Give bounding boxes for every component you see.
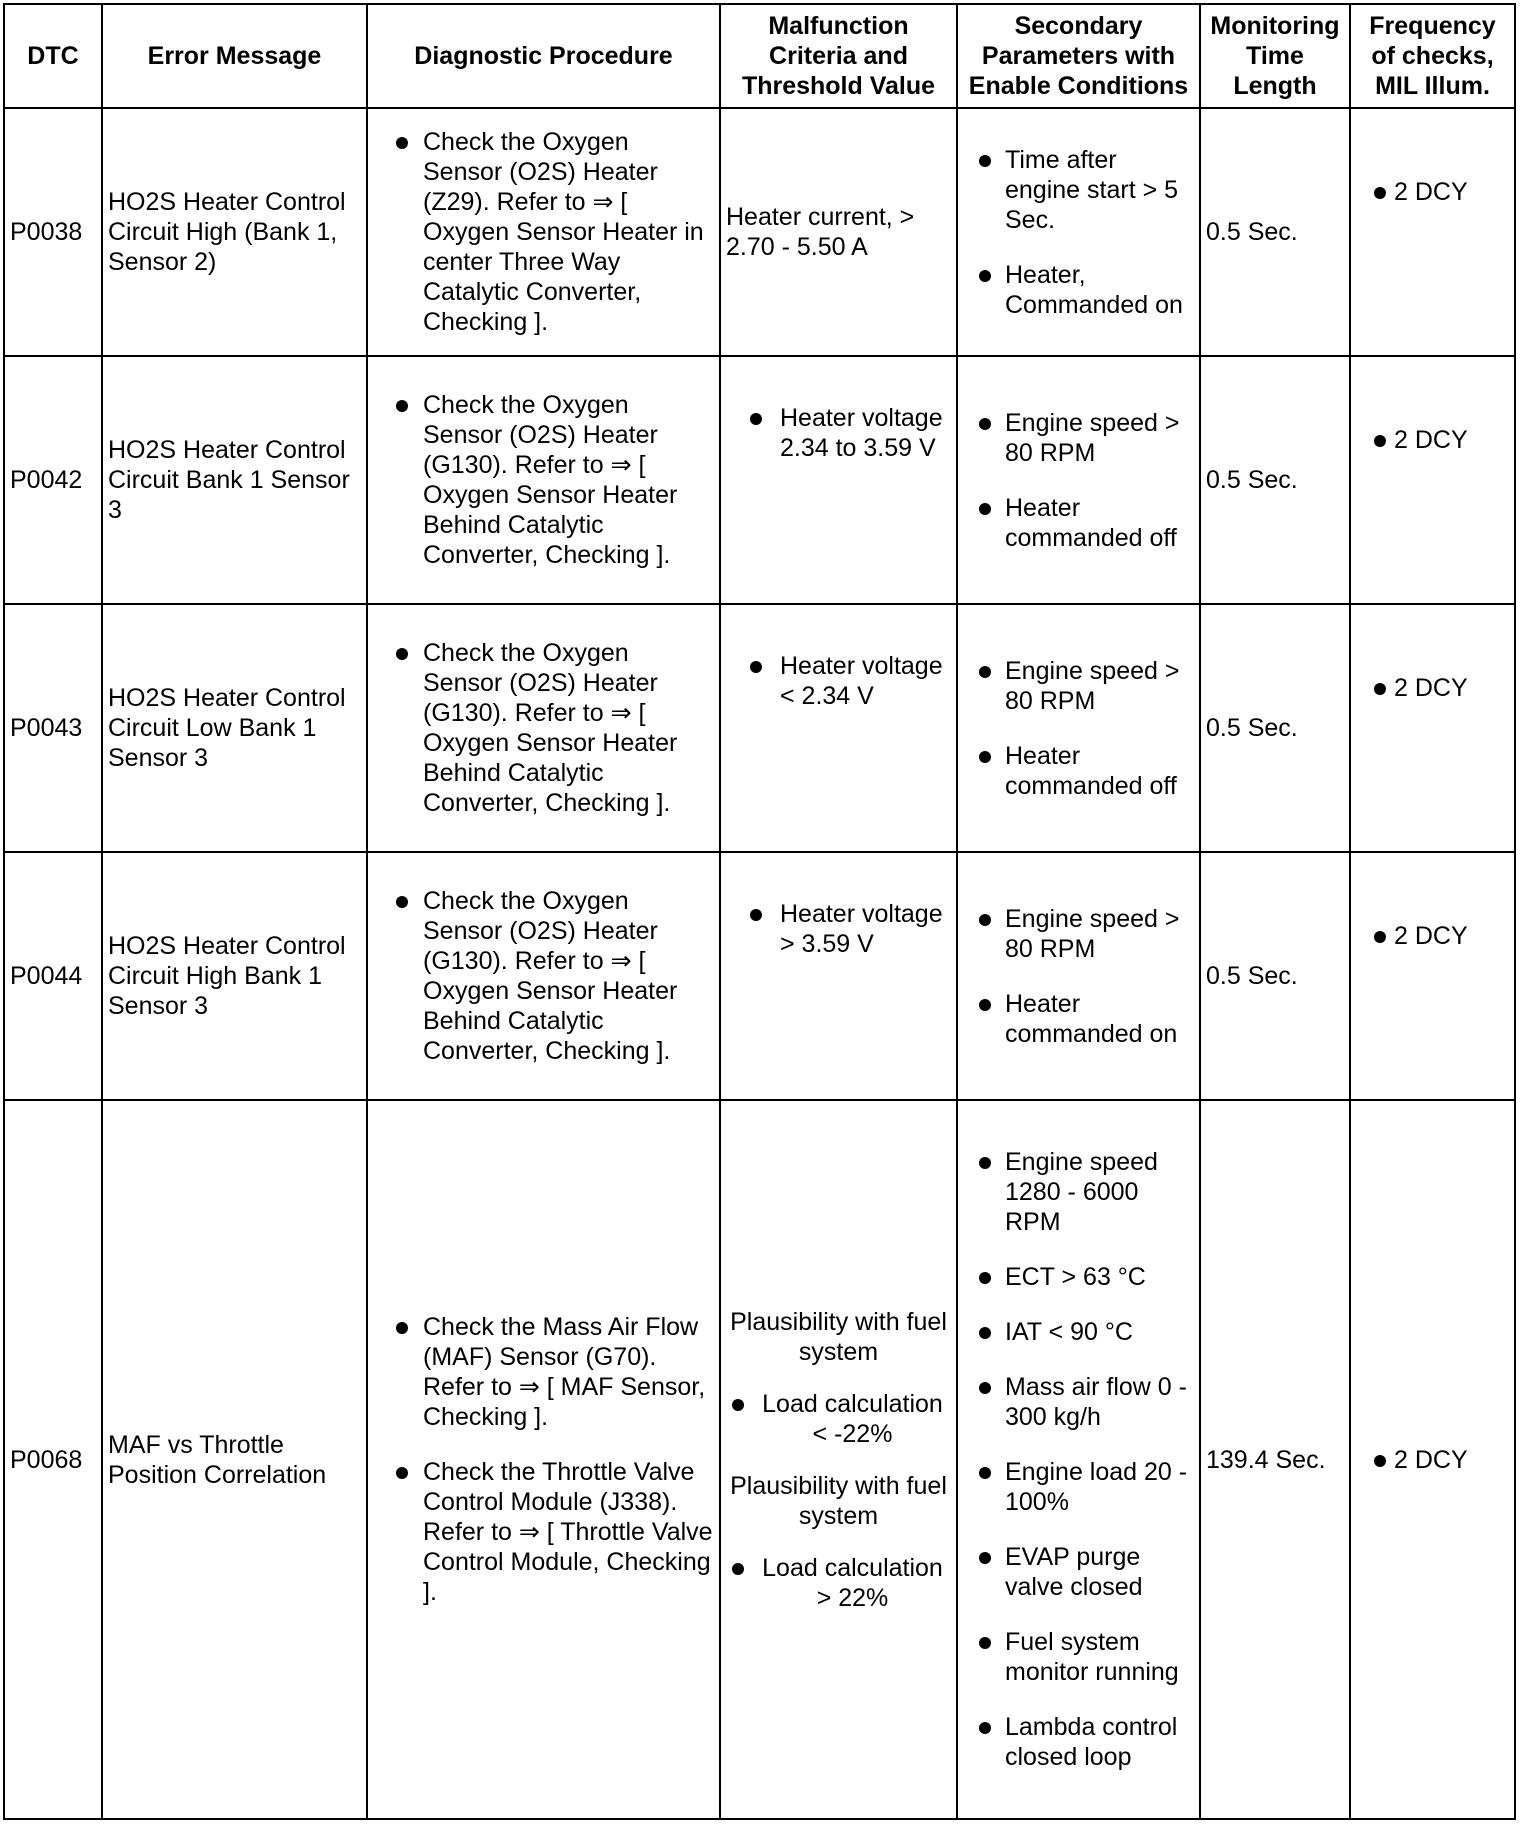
- monitoring-time: 0.5 Sec.: [1200, 356, 1350, 604]
- monitoring-time: 0.5 Sec.: [1200, 852, 1350, 1100]
- frequency-value: 2 DCY: [1356, 673, 1509, 703]
- dtc-code: P0043: [4, 604, 102, 852]
- frequency: [1350, 604, 1515, 852]
- table-row: [4, 108, 1515, 356]
- criteria-item: Heater voltage 2.34 to 3.59 V: [726, 403, 951, 463]
- dtc-code: P0044: [4, 852, 102, 1100]
- malfunction-criteria: [720, 1100, 957, 1819]
- procedure-step: Check the Throttle Valve Control Module (J338). Refer to ⇒ [ Throttle Valve Control Module, Checking ].: [373, 1457, 714, 1607]
- secondary-condition: IAT < 90 °C: [963, 1317, 1194, 1347]
- frequency: [1350, 108, 1515, 356]
- secondary-condition: Lambda control closed loop: [963, 1712, 1194, 1772]
- criteria-item: Heater voltage < 2.34 V: [726, 651, 951, 711]
- secondary-condition: Engine speed > 80 RPM: [963, 408, 1194, 468]
- procedure-step: Check the Oxygen Sensor (O2S) Heater (G130). Refer to ⇒ [ Oxygen Sensor Heater Behind Catalytic Converter, Checking ].: [373, 886, 714, 1066]
- malfunction-criteria: [720, 356, 957, 604]
- secondary-condition: Engine speed > 80 RPM: [963, 904, 1194, 964]
- error-message: HO2S Heater Control Circuit Low Bank 1 Sensor 3: [102, 604, 367, 852]
- secondary-parameters: [957, 1100, 1200, 1819]
- secondary-condition: Time after engine start > 5 Sec.: [963, 145, 1194, 235]
- diagnostic-procedure: [367, 852, 720, 1100]
- frequency-value: 2 DCY: [1356, 1445, 1509, 1475]
- secondary-condition: ECT > 63 °C: [963, 1262, 1194, 1292]
- dtc-code: P0038: [4, 108, 102, 356]
- diagnostic-procedure: [367, 1100, 720, 1819]
- criteria-heading: Plausibility with fuel system: [730, 1471, 947, 1530]
- header-monitoring-time: Monitoring Time Length: [1200, 4, 1350, 108]
- header-dtc: DTC: [4, 4, 102, 108]
- dtc-code: P0068: [4, 1100, 102, 1819]
- procedure-step: Check the Oxygen Sensor (O2S) Heater (Z29). Refer to ⇒ [ Oxygen Sensor Heater in center Three Way Catalytic Converter, Checking ].: [373, 127, 714, 337]
- header-diagnostic-procedure: Diagnostic Procedure: [367, 4, 720, 108]
- secondary-condition: Heater, Commanded on: [963, 260, 1194, 320]
- frequency: [1350, 1100, 1515, 1819]
- secondary-parameters: [957, 108, 1200, 356]
- frequency-value: 2 DCY: [1356, 177, 1509, 207]
- frequency-value: 2 DCY: [1356, 425, 1509, 455]
- criteria-heading: Plausibility with fuel system: [730, 1307, 947, 1366]
- criteria-item: Heater voltage > 3.59 V: [726, 899, 951, 959]
- malfunction-criteria: [720, 604, 957, 852]
- dtc-table: [3, 3, 1516, 1820]
- error-message: HO2S Heater Control Circuit High (Bank 1, Sensor 2): [102, 108, 367, 356]
- dtc-code: P0042: [4, 356, 102, 604]
- criteria-item: Load calculation < -22%: [726, 1389, 951, 1449]
- secondary-condition: Engine load 20 - 100%: [963, 1457, 1194, 1517]
- secondary-condition: Heater commanded on: [963, 989, 1194, 1049]
- secondary-parameters: [957, 604, 1200, 852]
- secondary-condition: Engine speed 1280 - 6000 RPM: [963, 1147, 1194, 1237]
- table-row: [4, 1100, 1515, 1819]
- secondary-condition: Heater commanded off: [963, 493, 1194, 553]
- table-row: [4, 604, 1515, 852]
- header-frequency: Frequency of checks, MIL Illum.: [1350, 4, 1515, 108]
- criteria-item: Load calculation > 22%: [726, 1553, 951, 1613]
- malfunction-criteria: Heater current, > 2.70 - 5.50 A: [720, 108, 957, 356]
- criteria-block: [726, 1471, 951, 1613]
- header-row: [4, 4, 1515, 108]
- monitoring-time: 139.4 Sec.: [1200, 1100, 1350, 1819]
- error-message: HO2S Heater Control Circuit High Bank 1 Sensor 3: [102, 852, 367, 1100]
- header-malfunction-criteria: Malfunction Criteria and Threshold Value: [720, 4, 957, 108]
- diagnostic-procedure: [367, 108, 720, 356]
- diagnostic-procedure: [367, 356, 720, 604]
- frequency: [1350, 356, 1515, 604]
- procedure-step: Check the Oxygen Sensor (O2S) Heater (G130). Refer to ⇒ [ Oxygen Sensor Heater Behind Catalytic Converter, Checking ].: [373, 390, 714, 570]
- table-row: [4, 852, 1515, 1100]
- error-message: HO2S Heater Control Circuit Bank 1 Sensor 3: [102, 356, 367, 604]
- criteria-block: [726, 1307, 951, 1449]
- secondary-condition: EVAP purge valve closed: [963, 1542, 1194, 1602]
- secondary-condition: Heater commanded off: [963, 741, 1194, 801]
- header-error-message: Error Message: [102, 4, 367, 108]
- secondary-condition: Engine speed > 80 RPM: [963, 656, 1194, 716]
- malfunction-criteria: [720, 852, 957, 1100]
- procedure-step: Check the Oxygen Sensor (O2S) Heater (G130). Refer to ⇒ [ Oxygen Sensor Heater Behind Catalytic Converter, Checking ].: [373, 638, 714, 818]
- secondary-parameters: [957, 852, 1200, 1100]
- secondary-parameters: [957, 356, 1200, 604]
- frequency: [1350, 852, 1515, 1100]
- diagnostic-procedure: [367, 604, 720, 852]
- monitoring-time: 0.5 Sec.: [1200, 108, 1350, 356]
- error-message: MAF vs Throttle Position Correlation: [102, 1100, 367, 1819]
- frequency-value: 2 DCY: [1356, 921, 1509, 951]
- monitoring-time: 0.5 Sec.: [1200, 604, 1350, 852]
- secondary-condition: Fuel system monitor running: [963, 1627, 1194, 1687]
- header-secondary-parameters: Secondary Parameters with Enable Conditions: [957, 4, 1200, 108]
- procedure-step: Check the Mass Air Flow (MAF) Sensor (G70). Refer to ⇒ [ MAF Sensor, Checking ].: [373, 1312, 714, 1432]
- secondary-condition: Mass air flow 0 - 300 kg/h: [963, 1372, 1194, 1432]
- table-row: [4, 356, 1515, 604]
